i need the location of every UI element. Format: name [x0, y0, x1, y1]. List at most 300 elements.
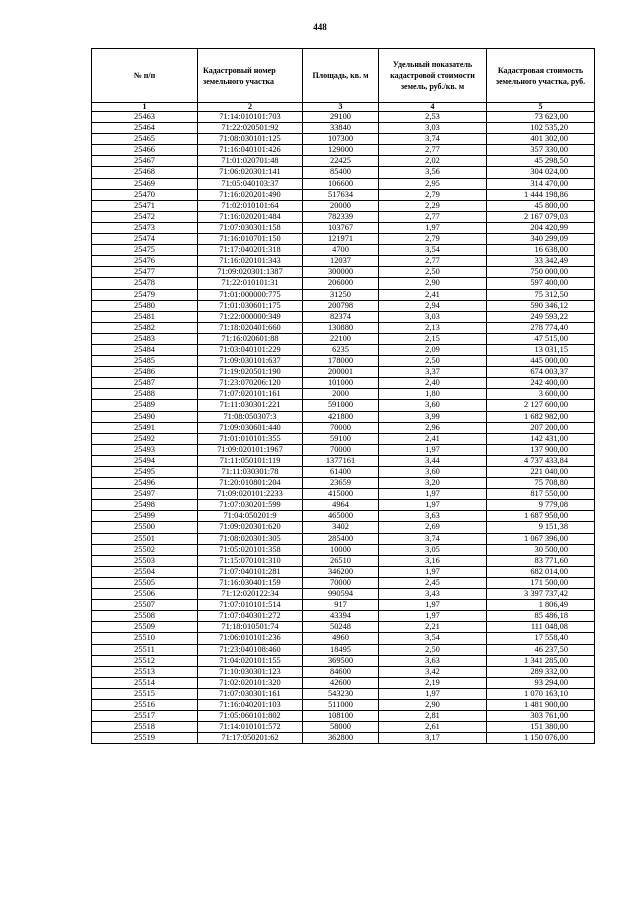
table-row — [92, 511, 595, 522]
cadastral-number: 71:05:060101:802 — [198, 711, 303, 722]
cadastral-number: 71:07:030201:599 — [198, 500, 303, 511]
table-row — [92, 267, 595, 278]
area-value: 101000 — [303, 378, 379, 389]
cadastral-value: 151 380,00 — [487, 722, 595, 733]
area-value: 82374 — [303, 311, 379, 322]
row-number: 25496 — [92, 478, 198, 489]
rate-value: 2,41 — [379, 433, 487, 444]
rate-value: 2,61 — [379, 722, 487, 733]
area-value: 70000 — [303, 422, 379, 433]
cadastral-value: 314 470,00 — [487, 178, 595, 189]
column-number: 3 — [303, 103, 379, 112]
table-row — [92, 589, 595, 600]
cadastral-value: 75 312,50 — [487, 289, 595, 300]
cadastral-value: 674 003,37 — [487, 367, 595, 378]
cadastral-number: 71:16:040201:103 — [198, 699, 303, 710]
column-number-row — [92, 103, 595, 112]
cadastral-value: 357 330,00 — [487, 145, 595, 156]
cadastral-value: 1 341 285,00 — [487, 655, 595, 666]
table-row — [92, 289, 595, 300]
cadastral-value: 30 500,00 — [487, 544, 595, 555]
cadastral-value: 4 737 433,84 — [487, 455, 595, 466]
rate-value: 3,63 — [379, 511, 487, 522]
rate-value: 2,69 — [379, 522, 487, 533]
area-value: 121971 — [303, 234, 379, 245]
cadastral-number: 71:23:070206:120 — [198, 378, 303, 389]
cadastral-value: 9 779,08 — [487, 500, 595, 511]
row-number: 25504 — [92, 566, 198, 577]
area-value: 70000 — [303, 577, 379, 588]
row-number: 25488 — [92, 389, 198, 400]
cadastral-number: 71:11:030301:78 — [198, 467, 303, 478]
cadastral-value: 1 150 076,00 — [487, 733, 595, 744]
cadastral-number: 71:04:050201:9 — [198, 511, 303, 522]
row-number: 25486 — [92, 367, 198, 378]
area-value: 346200 — [303, 566, 379, 577]
rate-value: 1,97 — [379, 489, 487, 500]
area-value: 511000 — [303, 699, 379, 710]
rate-value: 2,77 — [379, 256, 487, 267]
area-value: 421800 — [303, 411, 379, 422]
area-value: 465000 — [303, 511, 379, 522]
area-value: 20000 — [303, 200, 379, 211]
cadastral-value: 2 127 600,00 — [487, 400, 595, 411]
row-number: 25509 — [92, 622, 198, 633]
cadastral-number: 71:05:040103:37 — [198, 178, 303, 189]
table-row — [92, 112, 595, 123]
area-value: 200001 — [303, 367, 379, 378]
row-number: 25490 — [92, 411, 198, 422]
row-number: 25464 — [92, 123, 198, 134]
row-number: 25485 — [92, 356, 198, 367]
area-value: 990594 — [303, 589, 379, 600]
table-row — [92, 533, 595, 544]
rate-value: 1,97 — [379, 600, 487, 611]
rate-value: 2,29 — [379, 200, 487, 211]
rate-value: 2,96 — [379, 422, 487, 433]
row-number: 25480 — [92, 300, 198, 311]
row-number: 25498 — [92, 500, 198, 511]
area-value: 3402 — [303, 522, 379, 533]
cadastral-value: 204 420,99 — [487, 222, 595, 233]
row-number: 25472 — [92, 211, 198, 222]
rate-value: 3,16 — [379, 555, 487, 566]
cadastral-value: 102 535,20 — [487, 123, 595, 134]
rate-value: 2,50 — [379, 267, 487, 278]
rate-value: 1,97 — [379, 566, 487, 577]
cadastral-number: 71:01:010101:355 — [198, 433, 303, 444]
area-value: 31250 — [303, 289, 379, 300]
row-number: 25514 — [92, 677, 198, 688]
table-row — [92, 555, 595, 566]
table-row — [92, 444, 595, 455]
cadastral-number: 71:06:020301:141 — [198, 167, 303, 178]
row-number: 25489 — [92, 400, 198, 411]
rate-value: 3,43 — [379, 589, 487, 600]
table-row — [92, 733, 595, 744]
row-number: 25475 — [92, 245, 198, 256]
area-value: 29100 — [303, 112, 379, 123]
cadastral-number: 71:14:010101:703 — [198, 112, 303, 123]
cadastral-value: 817 550,00 — [487, 489, 595, 500]
cadastral-number: 71:12:020122:34 — [198, 589, 303, 600]
row-number: 25471 — [92, 200, 198, 211]
rate-value: 3,20 — [379, 478, 487, 489]
cadastral-value: 303 761,00 — [487, 711, 595, 722]
row-number: 25500 — [92, 522, 198, 533]
row-number: 25517 — [92, 711, 198, 722]
cadastral-number: 71:05:020101:358 — [198, 544, 303, 555]
cadastral-value: 1 444 198,86 — [487, 189, 595, 200]
row-number: 25519 — [92, 733, 198, 744]
rate-value: 3,54 — [379, 245, 487, 256]
rate-value: 3,44 — [379, 455, 487, 466]
rate-value: 2,53 — [379, 112, 487, 123]
cadastral-number: 71:22:000000:349 — [198, 311, 303, 322]
area-value: 43394 — [303, 611, 379, 622]
table-row — [92, 300, 595, 311]
header-cadastral-number: Кадастровый номер земельного участка — [198, 49, 303, 103]
table-row — [92, 411, 595, 422]
cadastral-number: 71:02:020101:320 — [198, 677, 303, 688]
area-value: 206000 — [303, 278, 379, 289]
rate-value: 2,50 — [379, 644, 487, 655]
row-number: 25508 — [92, 611, 198, 622]
cadastral-value: 597 400,00 — [487, 278, 595, 289]
cadastral-value: 289 332,00 — [487, 666, 595, 677]
rate-value: 3,17 — [379, 733, 487, 744]
cadastral-number: 71:07:040101:281 — [198, 566, 303, 577]
cadastral-value: 304 024,00 — [487, 167, 595, 178]
table-row — [92, 489, 595, 500]
cadastral-value: 85 486,18 — [487, 611, 595, 622]
table-row — [92, 234, 595, 245]
cadastral-value: 171 500,00 — [487, 577, 595, 588]
row-number: 25468 — [92, 167, 198, 178]
cadastral-value: 142 431,00 — [487, 433, 595, 444]
rate-value: 1,97 — [379, 222, 487, 233]
column-number: 2 — [198, 103, 303, 112]
table-row — [92, 467, 595, 478]
area-value: 6235 — [303, 344, 379, 355]
area-value: 300000 — [303, 267, 379, 278]
area-value: 84600 — [303, 666, 379, 677]
row-number: 25463 — [92, 112, 198, 123]
area-value: 129000 — [303, 145, 379, 156]
table-row — [92, 611, 595, 622]
table-row — [92, 655, 595, 666]
rate-value: 2,50 — [379, 356, 487, 367]
row-number: 25467 — [92, 156, 198, 167]
table-row — [92, 422, 595, 433]
cadastral-number: 71:11:050101:119 — [198, 455, 303, 466]
cadastral-number: 71:09:020301:1387 — [198, 267, 303, 278]
cadastral-number: 71:09:030601:440 — [198, 422, 303, 433]
rate-value: 2,95 — [379, 178, 487, 189]
cadastral-number: 71:16:020201:490 — [198, 189, 303, 200]
cadastral-number: 71:09:030101:637 — [198, 356, 303, 367]
cadastral-value-table — [91, 48, 595, 744]
rate-value: 2,09 — [379, 344, 487, 355]
table-row — [92, 644, 595, 655]
cadastral-value: 93 294,00 — [487, 677, 595, 688]
table-row — [92, 699, 595, 710]
cadastral-value: 45 298,50 — [487, 156, 595, 167]
cadastral-number: 71:07:040301:272 — [198, 611, 303, 622]
rate-value: 3,42 — [379, 666, 487, 677]
table-row — [92, 278, 595, 289]
cadastral-number: 71:16:030401:159 — [198, 577, 303, 588]
row-number: 25505 — [92, 577, 198, 588]
table-row — [92, 156, 595, 167]
rate-value: 3,60 — [379, 467, 487, 478]
cadastral-number: 71:22:010101:31 — [198, 278, 303, 289]
rate-value: 3,03 — [379, 311, 487, 322]
table-row — [92, 245, 595, 256]
cadastral-number: 71:16:010701:150 — [198, 234, 303, 245]
area-value: 362800 — [303, 733, 379, 744]
cadastral-number: 71:09:020101:2233 — [198, 489, 303, 500]
table-row — [92, 356, 595, 367]
row-number: 25478 — [92, 278, 198, 289]
cadastral-value: 33 342,49 — [487, 256, 595, 267]
row-number: 25484 — [92, 344, 198, 355]
cadastral-value: 682 014,00 — [487, 566, 595, 577]
cadastral-number: 71:16:040101:426 — [198, 145, 303, 156]
header-value: Кадастровая стоимость земельного участка, руб. — [487, 49, 595, 103]
header-row — [92, 49, 595, 103]
cadastral-number: 71:07:030301:161 — [198, 688, 303, 699]
rate-value: 3,60 — [379, 400, 487, 411]
cadastral-number: 71:02:010101:64 — [198, 200, 303, 211]
cadastral-value: 9 151,38 — [487, 522, 595, 533]
column-number: 1 — [92, 103, 198, 112]
table-row — [92, 500, 595, 511]
rate-value: 3,37 — [379, 367, 487, 378]
area-value: 591000 — [303, 400, 379, 411]
cadastral-value: 17 558,40 — [487, 633, 595, 644]
cadastral-value: 221 040,00 — [487, 467, 595, 478]
rate-value: 2,02 — [379, 156, 487, 167]
table-row — [92, 322, 595, 333]
rate-value: 3,54 — [379, 633, 487, 644]
rate-value: 3,03 — [379, 123, 487, 134]
cadastral-number: 71:04:020101:155 — [198, 655, 303, 666]
table-row — [92, 344, 595, 355]
cadastral-value: 16 638,00 — [487, 245, 595, 256]
row-number: 25507 — [92, 600, 198, 611]
cadastral-value: 242 400,00 — [487, 378, 595, 389]
cadastral-value: 278 774,40 — [487, 322, 595, 333]
table-row — [92, 134, 595, 145]
table-row — [92, 333, 595, 344]
cadastral-number: 71:16:020601:88 — [198, 333, 303, 344]
row-number: 25474 — [92, 234, 198, 245]
row-number: 25493 — [92, 444, 198, 455]
cadastral-number: 71:11:030301:221 — [198, 400, 303, 411]
row-number: 25503 — [92, 555, 198, 566]
area-value: 103767 — [303, 222, 379, 233]
rate-value: 2,13 — [379, 322, 487, 333]
cadastral-value: 445 000,00 — [487, 356, 595, 367]
cadastral-value: 2 167 079,03 — [487, 211, 595, 222]
area-value: 22100 — [303, 333, 379, 344]
area-value: 782339 — [303, 211, 379, 222]
row-number: 25487 — [92, 378, 198, 389]
cadastral-number: 71:19:020501:190 — [198, 367, 303, 378]
table-row — [92, 455, 595, 466]
area-value: 517634 — [303, 189, 379, 200]
row-number: 25511 — [92, 644, 198, 655]
table-row — [92, 378, 595, 389]
table-row — [92, 123, 595, 134]
row-number: 25477 — [92, 267, 198, 278]
cadastral-number: 71:15:070101:310 — [198, 555, 303, 566]
area-value: 61400 — [303, 467, 379, 478]
area-value: 12037 — [303, 256, 379, 267]
table-row — [92, 311, 595, 322]
area-value: 85400 — [303, 167, 379, 178]
cadastral-number: 71:22:020501:92 — [198, 123, 303, 134]
rate-value: 3,74 — [379, 533, 487, 544]
area-value: 130880 — [303, 322, 379, 333]
area-value: 42600 — [303, 677, 379, 688]
rate-value: 2,40 — [379, 378, 487, 389]
cadastral-value: 1 806,49 — [487, 600, 595, 611]
cadastral-value: 111 048,08 — [487, 622, 595, 633]
row-number: 25491 — [92, 422, 198, 433]
row-number: 25502 — [92, 544, 198, 555]
cadastral-value: 1 687 950,00 — [487, 511, 595, 522]
row-number: 25465 — [92, 134, 198, 145]
header-rate: Удельный показатель кадастровой стоимости земель, руб./кв. м — [379, 49, 487, 103]
cadastral-value: 13 031,15 — [487, 344, 595, 355]
cadastral-value: 3 397 737,42 — [487, 589, 595, 600]
area-value: 18495 — [303, 644, 379, 655]
area-value: 108100 — [303, 711, 379, 722]
cadastral-number: 71:08:050307:3 — [198, 411, 303, 422]
rate-value: 2,81 — [379, 711, 487, 722]
row-number: 25483 — [92, 333, 198, 344]
column-number: 5 — [487, 103, 595, 112]
rate-value: 2,45 — [379, 577, 487, 588]
header-num: № п/п — [92, 49, 198, 103]
cadastral-number: 71:10:030301:123 — [198, 666, 303, 677]
table-row — [92, 145, 595, 156]
rate-value: 2,94 — [379, 300, 487, 311]
row-number: 25512 — [92, 655, 198, 666]
rate-value: 3,56 — [379, 167, 487, 178]
area-value: 415000 — [303, 489, 379, 500]
row-number: 25506 — [92, 589, 198, 600]
row-number: 25494 — [92, 455, 198, 466]
area-value: 58000 — [303, 722, 379, 733]
cadastral-number: 71:17:040201:318 — [198, 245, 303, 256]
row-number: 25495 — [92, 467, 198, 478]
cadastral-value: 46 237,50 — [487, 644, 595, 655]
cadastral-value: 45 800,00 — [487, 200, 595, 211]
area-value: 107300 — [303, 134, 379, 145]
row-number: 25518 — [92, 722, 198, 733]
area-value: 10000 — [303, 544, 379, 555]
area-value: 50248 — [303, 622, 379, 633]
cadastral-value: 1 070 163,10 — [487, 688, 595, 699]
cadastral-number: 71:16:020101:343 — [198, 256, 303, 267]
table-row — [92, 367, 595, 378]
area-value: 369500 — [303, 655, 379, 666]
table-row — [92, 178, 595, 189]
cadastral-number: 71:07:020101:161 — [198, 389, 303, 400]
rate-value: 3,74 — [379, 134, 487, 145]
cadastral-number: 71:01:000000:775 — [198, 289, 303, 300]
rate-value: 2,21 — [379, 622, 487, 633]
cadastral-value: 73 623,00 — [487, 112, 595, 123]
area-value: 70000 — [303, 444, 379, 455]
cadastral-number: 71:20:010801:204 — [198, 478, 303, 489]
area-value: 1377161 — [303, 455, 379, 466]
area-value: 59100 — [303, 433, 379, 444]
row-number: 25469 — [92, 178, 198, 189]
rate-value: 1,97 — [379, 688, 487, 699]
row-number: 25513 — [92, 666, 198, 677]
table-row — [92, 666, 595, 677]
table-row — [92, 478, 595, 489]
cadastral-number: 71:01:030601:175 — [198, 300, 303, 311]
rate-value: 2,19 — [379, 677, 487, 688]
row-number: 25510 — [92, 633, 198, 644]
rate-value: 1,97 — [379, 444, 487, 455]
row-number: 25497 — [92, 489, 198, 500]
column-number: 4 — [379, 103, 487, 112]
cadastral-value: 47 515,00 — [487, 333, 595, 344]
rate-value: 2,15 — [379, 333, 487, 344]
row-number: 25466 — [92, 145, 198, 156]
cadastral-number: 71:03:040101:229 — [198, 344, 303, 355]
cadastral-value: 207 200,00 — [487, 422, 595, 433]
row-number: 25476 — [92, 256, 198, 267]
area-value: 26510 — [303, 555, 379, 566]
rate-value: 2,90 — [379, 699, 487, 710]
table-row — [92, 211, 595, 222]
table-row — [92, 711, 595, 722]
area-value: 178000 — [303, 356, 379, 367]
rate-value: 2,41 — [379, 289, 487, 300]
rate-value: 2,77 — [379, 211, 487, 222]
cadastral-number: 71:16:020201:484 — [198, 211, 303, 222]
rate-value: 2,90 — [379, 278, 487, 289]
table-row — [92, 433, 595, 444]
page-number: 448 — [313, 22, 327, 32]
area-value: 4960 — [303, 633, 379, 644]
cadastral-number: 71:08:020301:305 — [198, 533, 303, 544]
table-row — [92, 722, 595, 733]
table-row — [92, 189, 595, 200]
cadastral-value: 401 302,00 — [487, 134, 595, 145]
table-row — [92, 577, 595, 588]
cadastral-number: 71:06:010101:236 — [198, 633, 303, 644]
cadastral-value: 137 900,00 — [487, 444, 595, 455]
table-row — [92, 522, 595, 533]
row-number: 25481 — [92, 311, 198, 322]
table-row — [92, 600, 595, 611]
cadastral-value: 590 346,12 — [487, 300, 595, 311]
area-value: 33840 — [303, 123, 379, 134]
row-number: 25516 — [92, 699, 198, 710]
table-row — [92, 389, 595, 400]
cadastral-number: 71:09:020101:1967 — [198, 444, 303, 455]
table-body — [92, 112, 595, 744]
cadastral-number: 71:08:030101:125 — [198, 134, 303, 145]
